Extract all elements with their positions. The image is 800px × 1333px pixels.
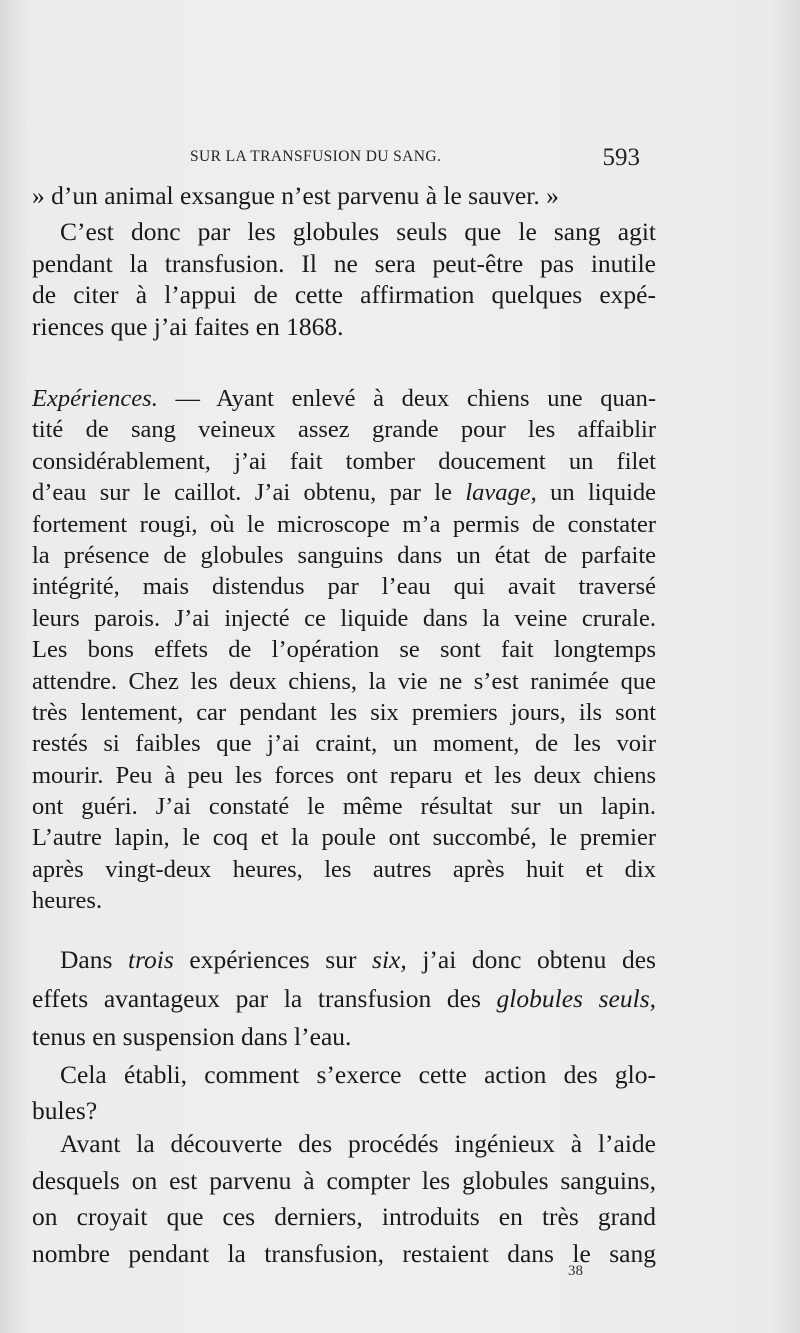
text-line-experiences-heading bbox=[32, 383, 656, 414]
running-title: SUR LA TRANSFUSION DU SANG. bbox=[190, 148, 442, 165]
paragraph-trois-experiences bbox=[32, 941, 656, 1057]
text-line-trois-six: Dans trois expériences sur six, j’ai donc obtenu des bbox=[60, 945, 656, 974]
page-number: 593 bbox=[602, 144, 640, 171]
text-line: L’autre lapin, le coq et la poule ont succombé, le premier bbox=[32, 824, 656, 852]
paragraph-quote-end bbox=[32, 180, 656, 212]
paragraph-cela-etabli bbox=[32, 1057, 656, 1129]
experiences-label: Expériences. bbox=[32, 385, 158, 412]
text-line: tité de sang veineux assez grande pour les affaiblir bbox=[32, 416, 656, 444]
text-line: très lentement, car pendant les six premiers jours, ils sont bbox=[32, 698, 656, 726]
signature-mark: 38 bbox=[568, 1263, 583, 1279]
text-line: pendant la transfusion. Il ne sera peut-être pas inutile bbox=[32, 248, 656, 278]
text-line-lavage: d’eau sur le caillot. J’ai obtenu, par le lavage, un liquide bbox=[32, 479, 656, 507]
text-line: nombre pendant la transfusion, restaient dans le sang bbox=[32, 1238, 656, 1268]
text-line: ont guéri. J’ai constaté le même résultat sur un lapin. bbox=[32, 793, 656, 821]
paragraph-experiences bbox=[32, 383, 656, 917]
paragraph-globules bbox=[32, 216, 656, 342]
text-line: desquels on est parvenu à compter les globules sanguins, bbox=[32, 1165, 656, 1195]
paragraph-avant-decouverte bbox=[32, 1126, 656, 1272]
text-line: bules? bbox=[32, 1096, 98, 1125]
text-line: tenus en suspension dans l’eau. bbox=[32, 1022, 352, 1051]
text-line: après vingt-deux heures, les autres après huit et dix bbox=[32, 855, 656, 883]
text-line: intégrité, mais distendus par l’eau qui avait traversé bbox=[32, 573, 656, 601]
text-line: mourir. Peu à peu les forces ont reparu et les deux chiens bbox=[32, 761, 656, 789]
experiences-heading-rest: — Ayant enlevé à deux chiens une quan- bbox=[157, 385, 656, 412]
text-line: la présence de globules sanguins dans un état de parfaite bbox=[32, 541, 656, 569]
text-line: riences que j’ai faites en 1868. bbox=[32, 311, 344, 341]
text-line: de citer à l’appui de cette affirmation quelques expé- bbox=[32, 280, 656, 309]
text-line: attendre. Chez les deux chiens, la vie ne s’est ranimée que bbox=[32, 667, 656, 695]
text-line: on croyait que ces derniers, introduits en très grand bbox=[32, 1202, 656, 1231]
text-line: fortement rougi, où le microscope m’a permis de constater bbox=[32, 510, 656, 538]
text-line: » d’un animal exsangue n’est parvenu à le sauver. » bbox=[32, 181, 559, 210]
text-line: Cela établi, comment s’exerce cette action des glo- bbox=[60, 1060, 656, 1089]
text-line: leurs parois. J’ai injecté ce liquide dans la veine crurale. bbox=[32, 604, 656, 632]
text-line-globules-seuls: effets avantageux par la transfusion des globules seuls, bbox=[32, 983, 656, 1013]
text-line: restés si faibles que j’ai craint, un moment, de les voir bbox=[32, 730, 656, 758]
text-line: Les bons effets de l’opération se sont fait longtemps bbox=[32, 636, 656, 664]
text-line: C’est donc par les globules seuls que le sang agit bbox=[60, 217, 656, 246]
text-line: heures. bbox=[32, 887, 103, 915]
text-line: considérablement, j’ai fait tomber doucement un filet bbox=[32, 447, 656, 475]
text-line: Avant la découverte des procédés ingénieux à l’aide bbox=[60, 1129, 656, 1158]
page-header bbox=[190, 144, 640, 174]
